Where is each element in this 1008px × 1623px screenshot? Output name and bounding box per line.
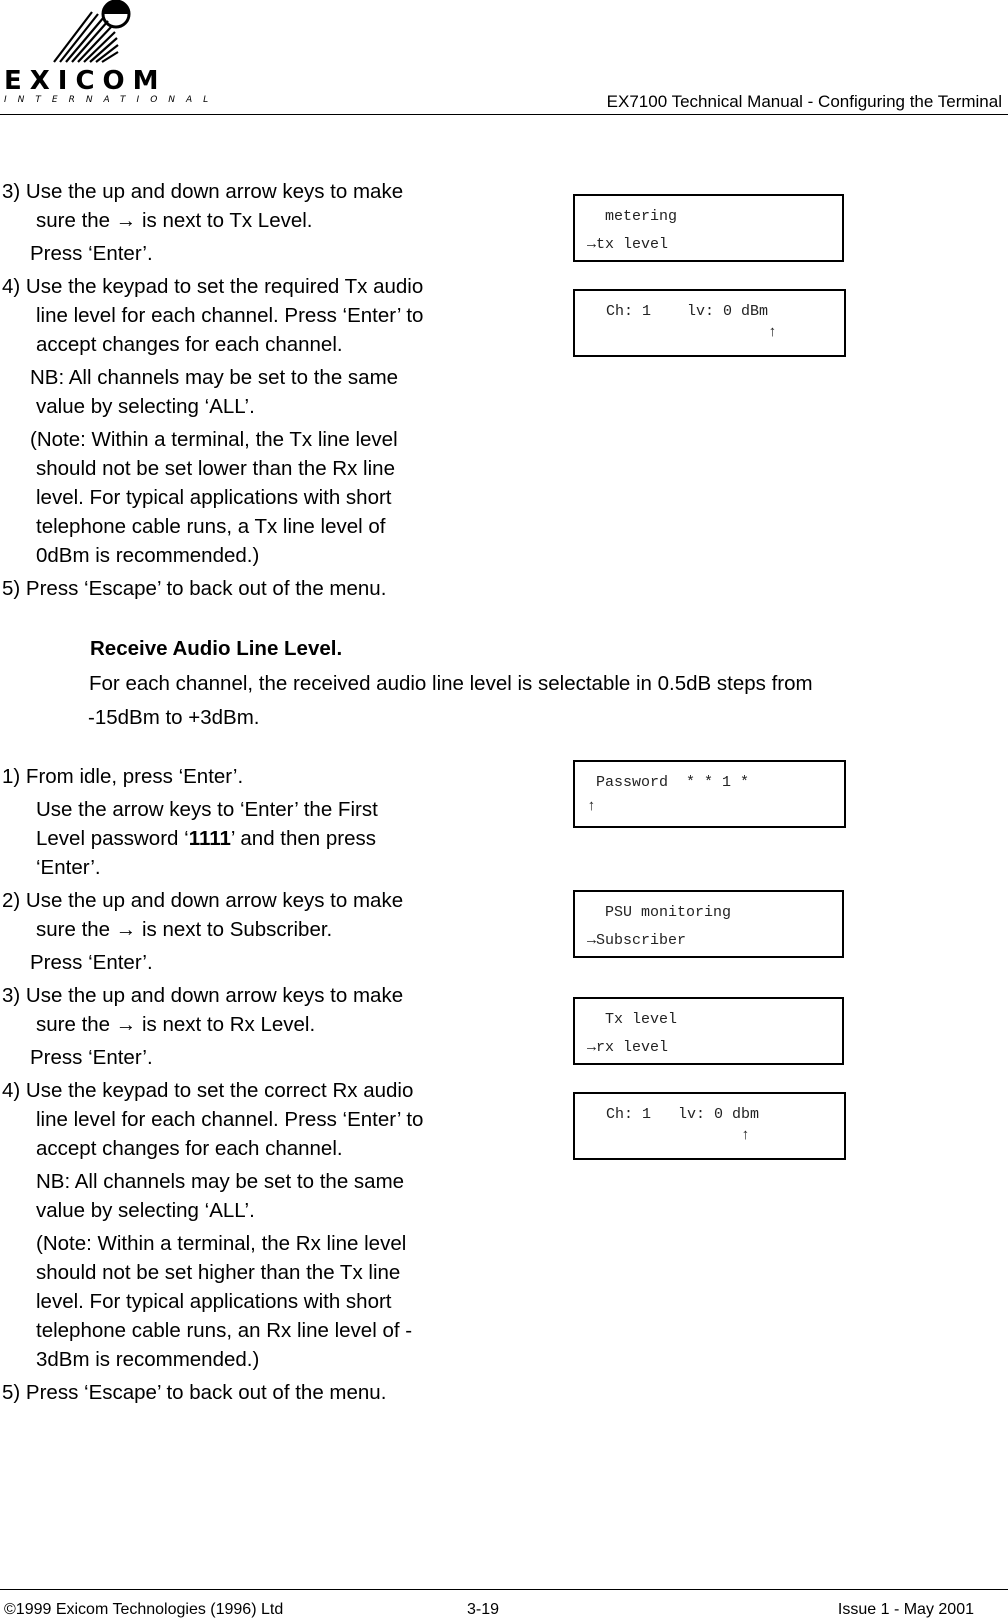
tx-step4-line1: 4) Use the keypad to set the required Tx audio bbox=[2, 275, 424, 298]
rx-step4-line2: line level for each channel. Press ‘Enter’ to bbox=[36, 1108, 424, 1131]
tx-step3-line2: sure the → is next to Tx Level. bbox=[36, 209, 313, 232]
lcd-rx-menu bbox=[573, 997, 844, 1065]
tx-note-line2: should not be set lower than the Rx line bbox=[36, 457, 395, 480]
lcd-cursor: ↑ bbox=[606, 324, 778, 341]
lcd-line: →tx level bbox=[587, 236, 669, 253]
tx-step3-line1: 3) Use the up and down arrow keys to make bbox=[2, 180, 404, 203]
rx-note-line4: telephone cable runs, an Rx line level of - bbox=[36, 1319, 413, 1342]
tx-step3-line3: Press ‘Enter’. bbox=[30, 242, 153, 265]
rx-note-line1: (Note: Within a terminal, the Rx line level bbox=[36, 1232, 407, 1255]
rx-step1-line3 bbox=[2, 824, 423, 853]
footer-page-number: 3-19 bbox=[467, 1601, 500, 1618]
rx-step3-line2: sure the → is next to Rx Level. bbox=[36, 1013, 316, 1036]
section-desc-line2: -15dBm to +3dBm. bbox=[88, 706, 260, 729]
rx-step3-line3: Press ‘Enter’. bbox=[30, 1046, 153, 1069]
lcd-cursor: ↑ bbox=[606, 1127, 751, 1144]
lcd-line: metering bbox=[587, 208, 678, 225]
footer-divider bbox=[0, 1589, 1008, 1590]
password-value: 1111 bbox=[188, 827, 231, 850]
lcd-line: PSU monitoring bbox=[587, 904, 732, 921]
tx-note-line4: telephone cable runs, a Tx line level of bbox=[36, 515, 386, 538]
tx-instructions bbox=[2, 177, 423, 603]
lcd-line: Ch: 1 lv: 0 dBm bbox=[606, 303, 769, 320]
tx-nb-line2: value by selecting ‘ALL’. bbox=[36, 395, 255, 418]
tx-note-line3: level. For typical applications with short bbox=[36, 486, 392, 509]
page-header-title: EX7100 Technical Manual - Configuring the Terminal bbox=[606, 92, 1002, 111]
lcd-line: Password * * 1 * bbox=[587, 774, 750, 791]
rx-step1-line3-a: Level password ‘ bbox=[36, 827, 189, 850]
rx-step1-line4: ‘Enter’. bbox=[36, 856, 101, 879]
lcd-rx-level bbox=[573, 1092, 846, 1160]
lcd-cursor: ↑ bbox=[587, 798, 597, 815]
rx-step1-line2: Use the arrow keys to ‘Enter’ the First bbox=[36, 798, 378, 821]
rx-step2-line3: Press ‘Enter’. bbox=[30, 951, 153, 974]
rx-step1-line1: 1) From idle, press ‘Enter’. bbox=[2, 765, 244, 788]
lcd-line: →Subscriber bbox=[587, 932, 687, 949]
tx-note-line5: 0dBm is recommended.) bbox=[36, 544, 260, 567]
lcd-metering-menu bbox=[573, 194, 844, 262]
tx-step4-line3: accept changes for each channel. bbox=[36, 333, 343, 356]
section-desc-line1: For each channel, the received audio line level is selectable in 0.5dB steps from bbox=[89, 672, 813, 695]
rx-step2-line2: sure the → is next to Subscriber. bbox=[36, 918, 333, 941]
tx-step4-line2: line level for each channel. Press ‘Enter’ to bbox=[36, 304, 424, 327]
brand-wordmark: EXICOM bbox=[4, 66, 167, 96]
rx-step4-line1: 4) Use the keypad to set the correct Rx audio bbox=[2, 1079, 414, 1102]
header-divider bbox=[0, 114, 1008, 115]
footer-copyright: ©1999 Exicom Technologies (1996) Ltd bbox=[4, 1601, 284, 1618]
lcd-subscriber-menu bbox=[573, 890, 844, 958]
tx-note-line1: (Note: Within a terminal, the Tx line level bbox=[30, 428, 398, 451]
rx-step3-line1: 3) Use the up and down arrow keys to make bbox=[2, 984, 404, 1007]
tx-step5: 5) Press ‘Escape’ to back out of the menu. bbox=[2, 577, 387, 600]
lcd-tx-level bbox=[573, 289, 846, 357]
lcd-line: Ch: 1 lv: 0 dbm bbox=[606, 1106, 760, 1123]
rx-step4-line3: accept changes for each channel. bbox=[36, 1137, 343, 1160]
rx-instructions bbox=[2, 762, 423, 1407]
footer-issue: Issue 1 - May 2001 bbox=[837, 1601, 974, 1618]
rx-note-line2: should not be set higher than the Tx line bbox=[36, 1261, 401, 1284]
lcd-line: Tx level bbox=[587, 1011, 678, 1028]
tx-nb-line1: NB: All channels may be set to the same bbox=[30, 366, 399, 389]
brand-subtitle: INTERNATIONAL bbox=[4, 95, 220, 105]
rx-nb-line2: value by selecting ‘ALL’. bbox=[36, 1199, 255, 1222]
rx-step2-line1: 2) Use the up and down arrow keys to make bbox=[2, 889, 404, 912]
rx-step5: 5) Press ‘Escape’ to back out of the menu. bbox=[2, 1381, 387, 1404]
rx-nb-line1: NB: All channels may be set to the same bbox=[36, 1170, 405, 1193]
rx-note-line3: level. For typical applications with short bbox=[36, 1290, 392, 1313]
section-heading-receive: Receive Audio Line Level. bbox=[90, 637, 343, 660]
rx-note-line5: 3dBm is recommended.) bbox=[36, 1348, 260, 1371]
lcd-password bbox=[573, 760, 846, 828]
lcd-line: →rx level bbox=[587, 1039, 669, 1056]
rx-step1-line3-c: ’ and then press bbox=[230, 827, 377, 850]
